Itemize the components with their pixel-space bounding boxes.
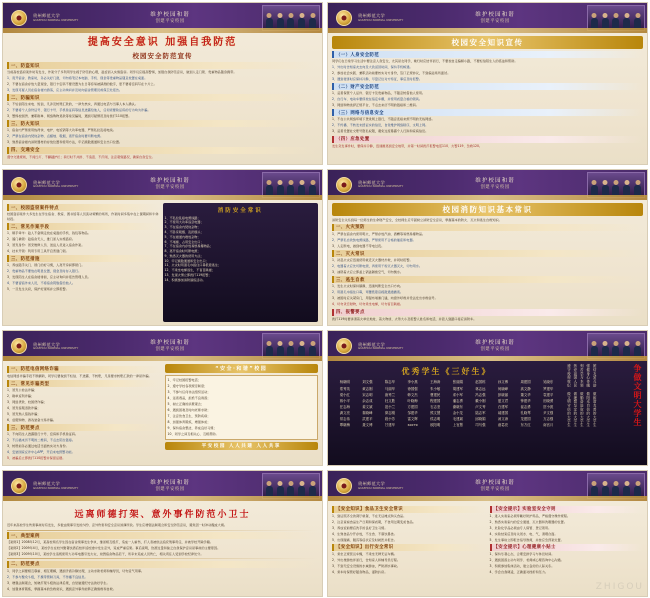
university-emblem-icon <box>331 174 357 196</box>
student-name: 上官慧 <box>452 423 463 428</box>
paragraph: 【案例1】2008年12月，某高校两名学生因在宿舍琐事发生争执，继而相互殴打，造成一人重伤，打人者被依法追究刑事责任，并被学校开除学籍。 <box>7 540 213 544</box>
list-item: 10、同学之间互相关心、互相帮助。 <box>167 431 219 436</box>
student-name: 姜文斌 <box>362 404 373 409</box>
university-emblem-icon <box>6 174 32 196</box>
paragraph: 3、不到无安全设施的水域游泳，严防溺水事故。 <box>332 563 401 568</box>
paragraph: 1、保持乐观心态，合理安排学习与休息时间。 <box>489 551 555 556</box>
page-title: 校园安全知识宣传 <box>332 36 643 49</box>
paragraph: 1、进入实验室必须穿戴好防护用品，严格遵守操作规程。 <box>489 513 571 518</box>
university-emblem-icon <box>331 335 357 357</box>
panel-body <box>3 200 322 326</box>
page-title: 远离师德打架、意外事件防范小卫士 <box>74 510 251 521</box>
student-name: 司马强 <box>475 423 486 428</box>
student-name: 余志成 <box>362 398 373 403</box>
paragraph: 1、初起火灾应迅速使用就近灭火器材扑救，并同时报警。 <box>332 258 413 263</box>
student-name: 程建国 <box>430 398 441 403</box>
student-name: 叶晓梅 <box>407 398 418 403</box>
section-heading: 三、防范措施 <box>7 255 159 262</box>
poster-panel-1 <box>2 2 323 165</box>
header-photo <box>587 473 645 499</box>
student-name: 常志伟 <box>339 417 350 422</box>
header-photo <box>262 333 320 359</box>
paragraph: 2、用湿毛巾捂住口鼻，弯腰低姿沿疏散通道撤离。 <box>332 290 404 295</box>
section-heading: 【安全提示】心理健康小贴士 <box>490 544 644 551</box>
student-name: 龚文亮 <box>339 411 350 416</box>
paragraph: 2、严禁私自改装电源线路，严禁使用不合格的插座和电器。 <box>332 237 416 242</box>
list-item: 3、不参与任何非法组织活动； <box>167 389 211 394</box>
university-emblem-icon <box>331 7 357 29</box>
section-heading: （一）人身安全防范 <box>332 51 643 58</box>
list-item: 1、不私拉乱接电源线路； <box>164 215 201 220</box>
paragraph: 2、不传播、不转发未经证实的信息，自觉维护网络秩序，文明上网。 <box>332 123 429 128</box>
section-heading: 一、典型案例 <box>7 532 318 539</box>
poster-panel-4 <box>327 169 648 327</box>
university-emblem-icon <box>6 335 32 357</box>
panel-header <box>328 3 647 33</box>
paragraph: 4、切勿贪恋财物，切勿乘坐电梯，切勿盲目跳楼。 <box>332 302 404 307</box>
student-name: 马丽华 <box>384 386 396 391</box>
list-item: 5、树立正确的消费观念； <box>167 401 205 406</box>
paragraph: 3、妥善设置社交账号隐私权限，避免过度暴露个人行踪和家庭信息。 <box>332 129 429 134</box>
right-column <box>165 364 319 462</box>
list-item: 4、不卧床吸烟、乱扔烟头； <box>164 229 204 234</box>
student-name: 东方红 <box>520 423 531 428</box>
paragraph: 2、熟悉实验室内的安全通道、灭火器和洗眼器的位置。 <box>489 519 567 524</box>
paragraph: 2、不扫描来历不明的二维码，不点击陌生链接。 <box>7 438 76 443</box>
paragraph: 1、离开宿舍、教室时，务必关好门窗，切勿将笔记本电脑、手机、现金等贵重物品随意放置在桌面。 <box>7 75 148 80</box>
list-item: 9、熟悉灭火器的使用方法； <box>164 253 204 258</box>
student-name: 曹建民 <box>430 392 441 397</box>
student-name: 郝建国 <box>497 411 509 416</box>
panel-header <box>328 331 647 361</box>
panel-body <box>328 33 647 164</box>
student-name: 万志强 <box>543 417 554 422</box>
header-slogan: 维护校园和谐 创建平安校园 <box>150 479 190 493</box>
list-item: 3、不在宿舍内焚烧杂物； <box>164 225 201 230</box>
student-name: 雷文辉 <box>407 417 418 422</box>
paragraph: 2、自行车、电动车要停放在指定车棚，并使用质量合格的锁具。 <box>332 97 423 102</box>
paragraph: 1、严禁在宿舍内使用明火，严禁存放汽油、酒精等易燃易爆物品。 <box>332 231 426 236</box>
paragraph: 2、刷单返利诈骗； <box>7 394 35 399</box>
student-name: 武建平 <box>362 417 373 422</box>
student-name: 汤文涛 <box>497 417 509 422</box>
student-name: 梁小红 <box>339 392 350 397</box>
student-name: 戴小刚 <box>475 398 486 403</box>
header-slogan: 维护校园和谐 创建平安校园 <box>475 479 515 493</box>
student-name: 崔志勇 <box>520 404 531 409</box>
left-column <box>332 504 486 592</box>
column-title: 消防安全常识 <box>217 207 263 214</box>
paragraph: 3、网络购物选择正规平台，不点击来历不明的链接和二维码。 <box>332 103 419 108</box>
student-name: 覃晓梅 <box>339 423 350 428</box>
list-item: 10、牢记疏散通道和安全出口； <box>164 258 209 263</box>
list-item: 6、不堵塞、占用安全出口； <box>164 239 204 244</box>
student-name: 高文静 <box>520 386 531 391</box>
poster-panel-6 <box>327 330 648 466</box>
safety-item-list <box>165 216 317 283</box>
paragraph: 3、网络贷款、校园贷诈骗； <box>7 400 47 405</box>
student-name: 孔晓琴 <box>520 411 531 416</box>
paragraph: 4、加强体育锻炼，掌握基本的急救常识，遇到意外事件能够正确施救和自救。 <box>7 586 116 591</box>
student-name: 南宫月 <box>543 423 554 428</box>
student-name: 陆志军 <box>475 411 486 416</box>
student-name: 聂文博 <box>362 423 373 428</box>
student-name: 陈志华 <box>384 380 396 385</box>
student-name: 蒋小平 <box>339 398 350 403</box>
student-name: 邓小军 <box>452 392 463 397</box>
header-photo <box>587 5 645 31</box>
paragraph: 2、不参与聚众斗殴，不携带管制刀具，不传播不良信息。 <box>7 574 88 579</box>
list-item: 5、不在楼道内堆放杂物； <box>164 234 201 239</box>
section-heading: （四）应急处置 <box>332 136 643 143</box>
section-heading: 一、防盗知识 <box>7 62 318 69</box>
paragraph: 3、遇到侵害时应保持冷静，尽量记住对方特征，事后及时报警。 <box>332 76 423 81</box>
header-slogan: 维护校园和谐 创建平安校园 <box>150 340 190 353</box>
paragraph: 拨打119时要讲清着火单位地址、着火物质、火势大小及报警人姓名和电话，并派人到路口接应消防车。 <box>332 316 477 321</box>
paragraph: 4、冒充客服退款诈骗； <box>7 406 41 411</box>
paragraph: 5、被骗后立即拨打110报警并保留证据。 <box>7 456 66 461</box>
student-name: 诸葛亮 <box>497 423 509 428</box>
paragraph: 5、冒充熟人借钱诈骗； <box>7 412 41 417</box>
list-item: 2、不使用大功率违章电器； <box>164 220 204 225</box>
paragraph: 3、熟悉宿舍楼内消防器材的存放位置和使用方法，牢记疏散通道和安全出口位置。 <box>7 140 123 145</box>
paragraph: 1、不向陌生人透露银行卡号、密码和手机验证码。 <box>7 432 79 437</box>
page-title: 校园消防知识基本常识 <box>332 203 643 216</box>
paragraph: 4、乘车时保管好随身物品，谨防扒窃。 <box>332 569 388 574</box>
panel-header <box>3 471 322 501</box>
student-name: 夏文君 <box>497 398 509 403</box>
paragraph: 5、一旦发生失窃，保护好现场并立即报警。 <box>7 287 69 292</box>
paragraph: 1、宿舍内严禁使用热得快、电炉、电饭锅等大功率电器，严禁私拉乱接电线。 <box>7 128 116 133</box>
header-photo <box>262 5 320 31</box>
paragraph: 3、警惕校园贷、兼职刷单、网络购物退款等常见骗局，遇到可疑情况及时拨打110报警。 <box>7 114 132 119</box>
student-name: 张丽娟 <box>452 380 463 385</box>
panel-body <box>3 501 322 595</box>
poster-panel-2 <box>327 2 648 165</box>
student-name: 冯志强 <box>475 392 486 397</box>
student-name: 王海涛 <box>430 380 441 385</box>
university-name: 贵州师范大学 GUIZHOU NORMAL UNIVERSITY <box>358 13 404 22</box>
university-name: 贵州师范大学 GUIZHOU NORMAL UNIVERSITY <box>358 341 404 351</box>
panel-header <box>328 170 647 200</box>
paragraph: 1、同学之间要相互尊重、相互理解，遇到矛盾冷静处理，主动求助老师和辅导员，切勿意气用事。 <box>7 568 145 573</box>
poster-panel-3 <box>2 169 323 327</box>
panel-body <box>328 361 647 465</box>
list-item: 9、保持宿舍整洁，养成良好习惯； <box>167 425 217 430</box>
poster-panel-8 <box>327 470 648 596</box>
section-heading: 二、灭火常识 <box>332 250 643 257</box>
section-heading: 三、防火知识 <box>7 120 318 127</box>
section-heading: 三、防范要点 <box>7 424 161 431</box>
student-name: 甘建华 <box>384 423 396 428</box>
section-heading: （二）财产安全防范 <box>332 83 643 90</box>
student-name: 潘志勇 <box>452 398 463 403</box>
student-name: 秦晓峰 <box>362 411 373 416</box>
student-name: 袁建平 <box>543 392 554 397</box>
section-heading: 一、校园盗窃案件特点 <box>7 204 159 211</box>
student-name: 段小芳 <box>384 417 396 422</box>
paragraph: 1、冒充公检法诈骗； <box>7 388 38 393</box>
paragraph: 3、养成饭前便后洗手的良好卫生习惯。 <box>332 525 388 530</box>
paragraph: 1、到证照齐全的餐厅就餐，不在无证摊点购买食品。 <box>332 513 407 518</box>
paragraph: 【案例2】2009年4月，某校学生在校外聚餐饮酒后结伴返校途中发生意外，造成严重后果。事后查明，饮酒过量和缺乏自我保护意识是事故的主要原因。 <box>7 545 221 550</box>
header-photo <box>587 333 645 359</box>
student-name: 邱晓娟 <box>475 417 486 422</box>
paragraph: 3、危险化学品必须由专人保管、登记领用。 <box>489 525 552 530</box>
student-name: 钟建华 <box>520 398 531 403</box>
paragraph: 校园盗窃案件大多发生在学生宿舍、教室、图书馆等人员流动频繁的场所，作案时间多集中在上课期间和午休时段。 <box>7 212 159 221</box>
student-name: 欧阳明 <box>430 423 441 428</box>
safety-item-list <box>165 375 319 440</box>
paragraph: 3、积极参加集体活动，建立良好的人际关系。 <box>489 563 555 568</box>
student-name: 徐国强 <box>407 386 418 391</box>
list-item: 6、遇到困难及时向老师求助； <box>167 407 211 412</box>
paragraph: 同学们在日常学习生活中要注意人身安全，尤其是女同学，晚归时应结伴而行，不要独自走偏僻小路，不要轻信陌生人的搭讪和帮助。 <box>332 59 518 63</box>
paragraph: 4、不要留宿外来人员，不将宿舍钥匙借给他人。 <box>7 281 76 286</box>
paragraph: 2、溜门撬锁：趁宿舍无人，推门而入实施盗窃。 <box>7 237 76 242</box>
column-footer: 平安校园 人人共建 人人共享 <box>165 442 319 450</box>
student-name: 金小龙 <box>452 411 463 416</box>
section-heading: 三、逃生自救 <box>332 276 643 283</box>
paragraph: 2、不要将个人身份证号、银行卡号、手机验证码等信息透露给他人，任何索要验证码的行为均为诈骗。 <box>7 108 151 113</box>
section-heading: 二、防范要点 <box>7 561 318 568</box>
section-heading: 二、防骗知识 <box>7 94 318 101</box>
student-name: 赵国栋 <box>475 380 486 385</box>
student-name: 李小燕 <box>407 380 418 385</box>
paragraph: 5、出现腹痛、腹泻等症状应及时就医并报告。 <box>332 537 397 542</box>
student-name-grid <box>332 380 561 428</box>
right-column <box>163 203 319 323</box>
panel-body <box>3 33 322 164</box>
list-item: 14、积极参加消防演练活动。 <box>164 277 206 282</box>
honor-roll <box>332 364 561 462</box>
student-name: 唐秀兰 <box>384 392 396 397</box>
paragraph: 3、油锅着火应立即盖上锅盖隔绝空气，切勿倒水。 <box>332 270 404 275</box>
intro-paragraph: 消防安全关系到每一位师生的生命财产安全，全校师生应牢固树立消防安全意识，掌握基本的防火、灭火和逃生自救知识。 <box>332 217 502 222</box>
university-name: 贵州师范大学 GUIZHOU NORMAL UNIVERSITY <box>33 13 79 22</box>
list-item: 13、发现火情立即拨打119报警； <box>164 272 212 277</box>
student-name: 方建国 <box>407 404 418 409</box>
student-name: 邹建华 <box>407 411 418 416</box>
student-name: 谢晓东 <box>452 404 463 409</box>
student-name: 郑秀英 <box>339 386 350 391</box>
student-name: 董文华 <box>520 392 531 397</box>
paragraph: 2、电器着火应先切断电源，再使用干粉灭火器灭火，切勿用水。 <box>332 264 423 269</box>
header-slogan: 维护校园和谐 创建平安校园 <box>475 178 515 191</box>
panel-body <box>328 501 647 595</box>
poster-panel-5 <box>2 330 323 466</box>
intro-paragraph: 近年来高校学生伤害事故时有发生，多数由琐事引发的纠纷、意外伤害和安全意识淡薄所致。学生应增强法制观念和安全防范意识，避免因一时冲动酿成大祸。 <box>7 523 228 528</box>
student-name: 宋志明 <box>362 392 373 397</box>
section-heading: 四、报警要点 <box>332 309 643 316</box>
panel-header <box>3 331 322 361</box>
student-name: 林志远 <box>475 386 486 391</box>
student-name: 白建军 <box>497 404 509 409</box>
paragraph: 6、虚假购物、游戏装备交易诈骗。 <box>7 418 57 423</box>
vertical-slogan-line: 团结友爱互助 做和谐友善的大学生 <box>592 364 597 428</box>
header-slogan: 维护校园和谐 创建平安校园 <box>150 11 190 24</box>
university-emblem-icon <box>6 7 32 29</box>
honor-roll-title: 优秀学生《三好生》 <box>401 367 492 377</box>
paragraph: 2、遇到困惑主动与同学、老师或心理咨询中心沟通。 <box>489 557 564 562</box>
student-name: 黄志刚 <box>362 386 373 391</box>
header-slogan: 维护校园和谐 创建平安校园 <box>475 11 515 24</box>
paragraph: 1、养成随手关门、锁门的好习惯，人离开房间即锁门。 <box>7 263 85 268</box>
list-item: 8、离开宿舍时切断电源； <box>164 249 201 254</box>
paragraph: 4、实验结束后及时关闭水、电、气，清理台面。 <box>489 531 558 536</box>
vertical-headline: 争做文明大学生 <box>633 364 642 428</box>
student-name: 龙建国 <box>520 417 531 422</box>
header-photo <box>262 172 320 198</box>
paragraph: 2、不要在宿舍存放大量现金，银行卡密码不要设置为生日等容易被猜测的数字，更不要将密码写在卡片上。 <box>7 81 157 86</box>
list-item: 8、加强体育锻炼，增强体质； <box>167 419 211 424</box>
section-heading: （三）网络与信息安全 <box>332 109 643 116</box>
vertical-slogan-line: 强健身心体魄 做阳光自信的大学生 <box>585 364 590 428</box>
section-heading: 二、常见诈骗类型 <box>7 380 161 387</box>
paragraph: 2、严禁在宿舍内焚烧杂物、点蜡烛、吸烟，离开宿舍时要切断电源。 <box>7 134 104 139</box>
paragraph: 3、被困时应关紧房门，用湿布堵塞门缝，向窗外呼救并设法发出求救信号。 <box>332 296 438 301</box>
student-name: 任志海 <box>339 404 350 409</box>
paragraph: 2、外出旅游结伴而行，告知家人和辅导员行程。 <box>332 557 401 562</box>
paragraph: 3、冒充身份：冒充维修人员、送货人员进入宿舍作案。 <box>7 243 85 248</box>
student-name: 廖志刚 <box>384 411 396 416</box>
student-name: 石志坚 <box>430 404 441 409</box>
divider <box>7 530 318 531</box>
left-column <box>7 203 159 323</box>
paragraph: 2、注意查看食品生产日期和保质期，不食用过期变质食品。 <box>332 519 416 524</box>
student-name: 尹文强 <box>543 411 554 416</box>
university-emblem-icon <box>6 475 32 497</box>
student-name: 田晓勇 <box>543 398 554 403</box>
paragraph: 3、人走断电，做到电器不带电过夜。 <box>332 243 385 248</box>
student-name: 吴晓东 <box>543 380 554 385</box>
student-name: 杨晓明 <box>339 380 350 385</box>
university-name: 贵州师范大学 GUIZHOU NORMAL UNIVERSITY <box>33 481 79 491</box>
paragraph: 5、发生事故立即报告指导教师，并按应急预案处置。 <box>489 537 564 542</box>
panel-body <box>328 200 647 326</box>
list-item: 12、不乘坐电梯逃生，不盲目跳楼； <box>164 268 215 273</box>
paragraph: 3、增强法制观念，知晓打架斗殴的法律后果，自觉做遵纪守法的好学生。 <box>7 580 110 585</box>
paragraph: 【案例3】2009年10月，某校学生违规使用大功率电器引发火灾，烧毁宿舍物品若干，所幸未造成人员伤亡，相关责任人受到学校纪律处分。 <box>7 551 204 556</box>
student-name: 范小兰 <box>384 404 396 409</box>
paragraph: 遵守交通规则，不闯红灯、不翻越护栏；骑行时不并排、不追逐、不打闹，注意观察路况，确保自身安全。 <box>7 154 155 159</box>
paragraph: 发生突发事件时，要保持冷静，迅速撤离到安全地带，并第一时间拨打报警电话110、火警119、急救120。 <box>332 143 483 148</box>
header-photo <box>262 473 320 499</box>
student-name: 罗建华 <box>543 386 554 391</box>
vertical-slogan-line: 遵守校规校纪 做文明守信的大学生 <box>566 364 571 428</box>
paragraph: 1、顺手牵羊：趁人不备顺走放在桌面的手机、钱包等物品。 <box>7 231 91 236</box>
university-name: 贵州师范大学 GUIZHOU NORMAL UNIVERSITY <box>358 179 404 189</box>
section-heading: 一、火灾预防 <box>332 224 643 231</box>
list-item: 4、远离毒品，拒绝不良诱惑； <box>167 395 211 400</box>
paragraph: 4、学会自我调适，正确面对挫折和压力。 <box>489 569 549 574</box>
university-name: 贵州师范大学 GUIZHOU NORMAL UNIVERSITY <box>33 179 79 189</box>
page-title: 提高安全意识 加强自我防范 <box>87 37 238 48</box>
column-title: “安全·和谐”校园 <box>165 364 319 373</box>
header-photo <box>587 172 645 198</box>
list-item: 7、注意饮食卫生，预防疾病； <box>167 413 211 418</box>
paragraph: 3、发现可疑人员在宿舍楼内游荡，应主动询问并及时向宿舍管理员或保卫处报告。 <box>7 87 123 92</box>
header-slogan: 维护校园和谐 创建平安校园 <box>150 178 190 191</box>
student-name: 何晓峰 <box>497 386 509 391</box>
paragraph: 当前高校盗窃案件时有发生，作案分子多利用学生疏于防范的心理，趁虚而入实施盗窃。同学们应提高警惕，加强自我防范意识，做到人走门锁、贵重物品随身携带。 <box>7 70 237 74</box>
vertical-slogan-block <box>563 364 643 462</box>
header-slogan: 维护校园和谐 创建平安校园 <box>475 340 515 353</box>
university-name: 贵州师范大学 GUIZHOU NORMAL UNIVERSITY <box>358 481 404 491</box>
section-heading: 【安全知识】出行安全常识 <box>332 544 486 551</box>
left-column <box>7 364 161 462</box>
paragraph: 4、安装国家反诈中心APP，开启来电预警功能。 <box>7 450 75 455</box>
student-name: 胡建军 <box>452 386 463 391</box>
paragraph: 1、外出时告知室友去向及大致返回时间，保持手机畅通。 <box>332 64 413 69</box>
paragraph: 电信网络诈骗手段不断翻新，同学们要做到不轻信、不透露、不转账，凡是要求转账汇款的一律是诈骗。 <box>7 373 152 378</box>
paragraph: 3、发现陌生人在宿舍楼徘徊，应主动询问并报告管理人员。 <box>7 275 91 280</box>
student-name: 杜文胜 <box>384 398 396 403</box>
divider <box>7 558 318 559</box>
paragraph: 3、转账前务必通过电话当面核实对方身份。 <box>7 444 69 449</box>
section-heading: 二、常见作案手段 <box>7 223 159 230</box>
paragraph: 4、生熟食品分开存放，不生食、不暴饮暴食。 <box>332 531 397 536</box>
student-name: 孙文博 <box>497 380 509 385</box>
student-name: костя <box>407 423 418 428</box>
student-name: 侯志明 <box>430 417 441 422</box>
paragraph: 2、参加社会实践、兼职活动前要核实对方身份，签订正规协议，不到偏远场所面试。 <box>332 70 451 75</box>
student-name: 毛建斌 <box>452 417 463 422</box>
student-name: 韩文杰 <box>407 392 418 397</box>
paragraph: 1、妥善保管个人证件、银行卡及贵重物品，不随意转借他人使用。 <box>332 91 426 96</box>
panel-header <box>328 471 647 501</box>
university-emblem-icon <box>331 475 357 497</box>
student-name: 周建国 <box>520 380 531 385</box>
list-item: 2、遵守学校各项规章制度； <box>167 383 208 388</box>
paragraph: 4、技术开锁：利用专用工具开启普通门锁。 <box>7 249 69 254</box>
student-name: 贺小波 <box>543 404 554 409</box>
vertical-slogan-line: 刻苦学习本领 做勤奋进取的大学生 <box>579 364 584 428</box>
panel-body <box>3 361 322 465</box>
list-item: 7、不在宿舍内存放易燃易爆物品； <box>164 244 213 249</box>
paragraph: 2、贵重物品不要放在明显位置，现金及时存入银行。 <box>7 269 82 274</box>
vertical-slogan-line: 热爱祖国人民 做理想坚定的大学生 <box>572 364 577 428</box>
student-name: 熊文慧 <box>430 411 441 416</box>
section-heading: 【安全知识】食品卫生安全常识 <box>332 506 486 513</box>
section-heading: 【安全提示】实验室安全守则 <box>490 506 644 513</box>
student-name: 朱小敏 <box>430 386 441 391</box>
paragraph: 1、不在公共网络环境下登录网上银行，不随意连接来源不明的无线网络。 <box>332 117 435 122</box>
section-heading: 四、交通安全 <box>7 147 318 154</box>
poster-panel-7 <box>2 470 323 596</box>
panel-header <box>3 170 322 200</box>
paragraph: 1、乘坐正规营运车辆，不乘坐无牌无证车辆。 <box>332 551 397 556</box>
student-name: 彭晓丽 <box>497 392 509 397</box>
paragraph: 1、发生火灾时保持镇静，迅速判断安全出口方向。 <box>332 284 404 289</box>
student-name: 卢文秀 <box>475 404 486 409</box>
list-item: 1、牢记校园报警电话； <box>167 377 201 382</box>
list-item: 11、火灾时用湿毛巾捂住口鼻低姿逃生； <box>164 263 222 268</box>
paragraph: 1、不轻信陌生来电、短信，凡涉及转账汇款的，一律先核实，再通过电话与当事人本人确认。 <box>7 102 138 107</box>
panel-header <box>3 3 322 33</box>
university-name: 贵州师范大学 GUIZHOU NORMAL UNIVERSITY <box>33 341 79 351</box>
right-column <box>490 504 644 592</box>
student-name: 刘文强 <box>362 380 373 385</box>
page-subtitle: 校园安全防范宣传 <box>132 52 193 60</box>
section-heading: 一、防范电信网络诈骗 <box>7 366 161 373</box>
